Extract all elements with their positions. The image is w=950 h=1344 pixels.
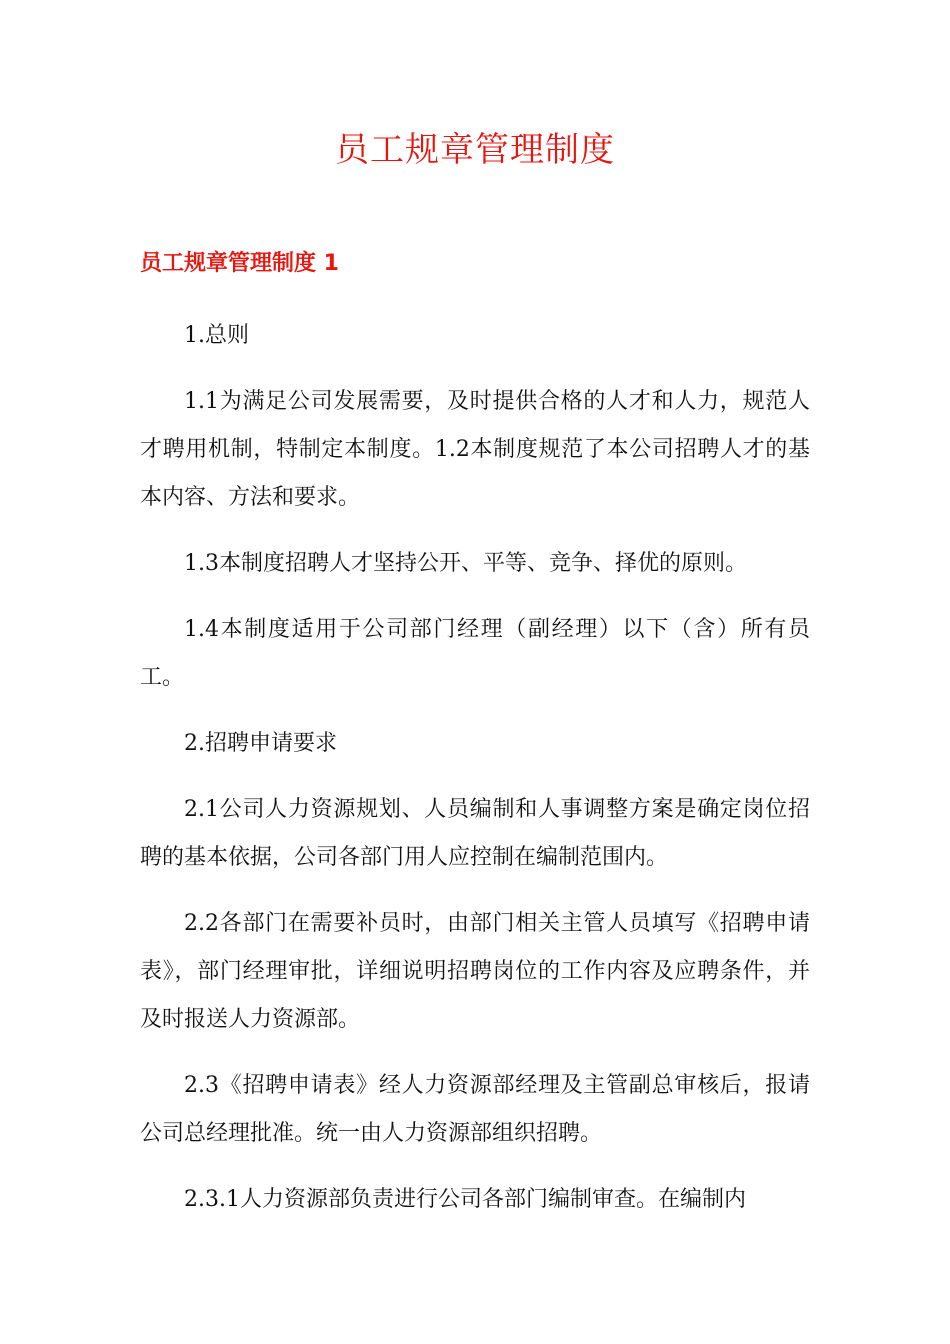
section-heading: 员工规章管理制度 1 <box>140 251 339 276</box>
paragraph-2-1: 2.1公司人力资源规划、人员编制和人事调整方案是确定岗位招聘的基本依据，公司各部门用人应控制在编制范围内。 <box>140 797 810 870</box>
paragraph-1-3: 1.3本制度招聘人才坚持公开、平等、竞争、择优的原则。 <box>184 551 747 576</box>
paragraph-1-4: 1.4本制度适用于公司部门经理（副经理）以下（含）所有员工。 <box>140 617 810 690</box>
paragraph-1-1: 1.1为满足公司发展需要，及时提供合格的人才和人力，规范人才聘用机制，特制定本制度。1.2本制度规范了本公司招聘人才的基本内容、方法和要求。 <box>140 389 810 510</box>
document-title: 员工规章管理制度 <box>335 130 615 170</box>
paragraph-2-3-1: 2.3.1人力资源部负责进行公司各部门编制审查。在编制内 <box>184 1187 746 1212</box>
paragraph-2-3: 2.3《招聘申请表》经人力资源部经理及主管副总审核后，报请公司总经理批准。统一由人力资源部组织招聘。 <box>140 1073 810 1146</box>
paragraph-2-2: 2.2各部门在需要补员时，由部门相关主管人员填写《招聘申请表》，部门经理审批，详细说明招聘岗位的工作内容及应聘条件，并及时报送人力资源部。 <box>140 911 810 1032</box>
paragraph-general-heading: 1.总则 <box>184 323 249 348</box>
document-body <box>140 312 810 1242</box>
paragraph-recruitment-heading: 2.招聘申请要求 <box>184 731 337 756</box>
